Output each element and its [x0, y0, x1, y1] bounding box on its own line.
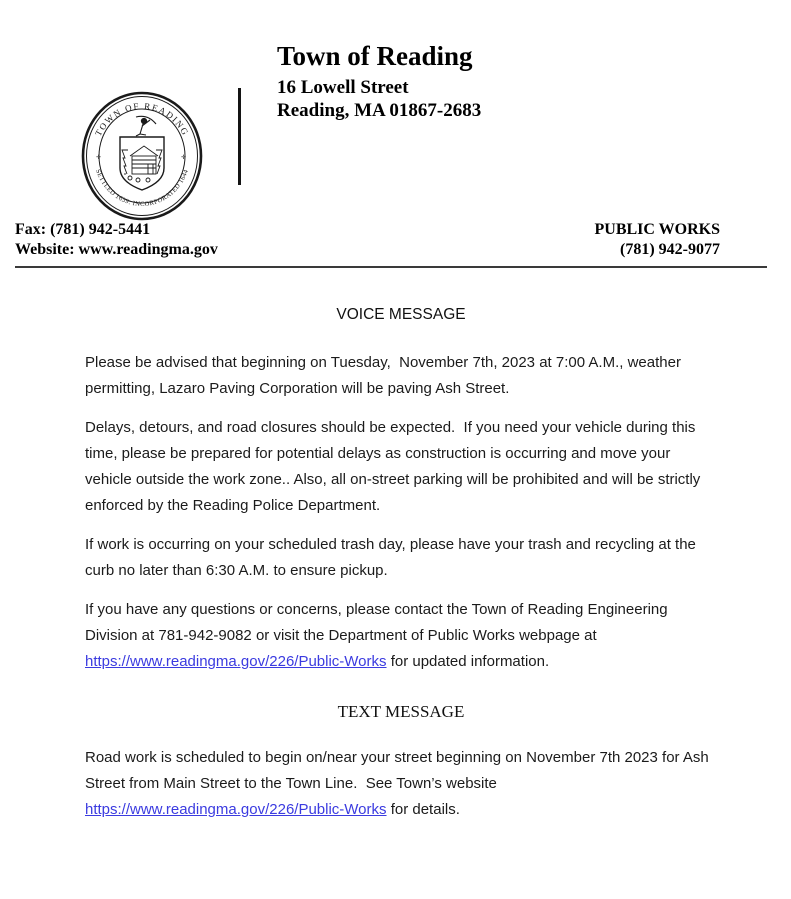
seal-top-text: TOWN OF READING — [93, 100, 191, 138]
seal-left-mark: ✛ — [96, 155, 102, 161]
header-rule — [15, 266, 767, 268]
department-phone: (781) 942-9077 — [620, 241, 720, 258]
seal-bottom-text: SETTLED 1639: INCORPORATED 1644 — [93, 168, 191, 209]
contact-right — [594, 220, 720, 260]
voice-paragraph-3: If work is occurring on your scheduled trash day, please have your trash and recycling at the curb no later than 6:30 A.M. to ensure pickup. — [85, 536, 701, 579]
address-block — [277, 76, 481, 122]
page-title: Town of Reading — [277, 41, 473, 71]
public-works-link-2[interactable]: https://www.readingma.gov/226/Public-Works — [85, 801, 387, 818]
text-paragraph-1 — [85, 745, 717, 823]
voice-paragraph-1: Please be advised that beginning on Tuesday, November 7th, 2023 at 7:00 A.M., weather permitting, Lazaro Paving Corporation will be paving Ash Street. — [85, 354, 686, 397]
text-p1-text-before: Road work is scheduled to begin on/near your street beginning on November 7th 2023 for Ash Street from Main Street to the Town Line. See Town’s website — [85, 749, 713, 792]
address-line2: Reading, MA 01867-2683 — [277, 100, 482, 121]
voice-paragraph-2: Delays, detours, and road closures should be expected. If you need your vehicle during this time, please be prepared for potential delays as construction is occurring and move your vehicle outside the work zone.. Also, all on-street parking will be prohibited and will be strictly enforced by the Reading Police Department. — [85, 419, 705, 514]
town-seal-graphic — [80, 90, 204, 222]
town-seal — [80, 90, 204, 222]
text-message-heading: TEXT MESSAGE — [337, 702, 465, 721]
seal-shield — [120, 137, 164, 190]
address-line1: 16 Lowell Street — [277, 77, 409, 98]
letterhead — [277, 40, 481, 122]
contact-left — [15, 220, 218, 260]
contact-row — [15, 220, 720, 260]
seal-right-mark: ✛ — [181, 155, 187, 161]
text-p1-text-after: for details. — [386, 801, 460, 818]
voice-paragraph-4 — [85, 597, 717, 675]
voice-p4-text-after: for updated information. — [386, 653, 550, 670]
header-divider-bar — [238, 88, 241, 185]
fax-line: Fax: (781) 942-5441 — [15, 221, 151, 238]
department-name: PUBLIC WORKS — [594, 221, 720, 238]
voice-message-heading: VOICE MESSAGE — [336, 306, 466, 323]
voice-p4-text-before: If you have any questions or concerns, please contact the Town of Reading Engineering Division at 781-942-9082 or visit the Department of Public Works webpage at — [85, 601, 672, 644]
seal-figure — [136, 116, 156, 136]
public-works-link[interactable]: https://www.readingma.gov/226/Public-Works — [85, 653, 387, 670]
document-body — [85, 305, 717, 823]
website-line: Website: www.readingma.gov — [15, 241, 218, 258]
